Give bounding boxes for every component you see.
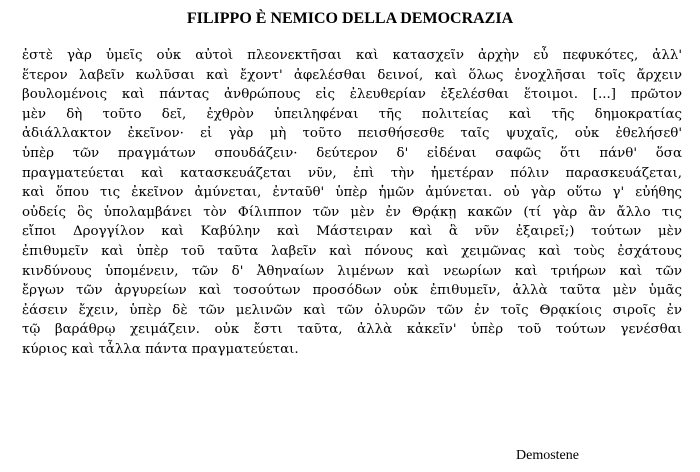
text-line-6: ὑπὲρ τῶν πραγμάτων σπουδάζειν· δεύτερον δ' εἰδέναι σαφῶς ὅτι πάνθ' ὅσα <box>22 145 682 161</box>
text-line-2: ἕτερον λαβεῖν κωλῦσαι καὶ ἔχοντ' ἀφελέσθαι δεινοί, καὶ ὅλως ἐνοχλῆσαι τοῖς ἄρχειν <box>22 67 682 83</box>
text-line-12: κινδύνους ὑπομένειν, τῶν δ' Ἀθηναίων λιμένων καὶ νεωρίων καὶ τριήρων καὶ τῶν <box>22 263 682 279</box>
text-line-8: καὶ ὅπου τις ἐκεῖνον ἀμύνεται, ἐνταῦθ' ὑπὲρ ἡμῶν ἀμύνεται. οὐ γὰρ οὕτω γ' εὐήθης <box>22 185 682 201</box>
text-line-15: τῷ βαράθρῳ χειμάζειν. οὐκ ἔστι ταῦτα, ἀλλὰ κἀκεῖν' ὑπὲρ τοῦ τούτων γενέσθαι <box>22 322 682 338</box>
text-line-10: εἴποι Δρογγίλον καὶ Καβύλην καὶ Μάστειραν καὶ ἃ νῦν ἐξαιρεῖ;) τούτων μὲν <box>22 224 682 240</box>
text-line-3: βουλομένοις καὶ πάντας ἀνθρώπους εἰς ἐλευθερίαν ἐξελέσθαι ἕτοιμοι. [...] πρῶτον <box>22 87 682 103</box>
text-line-1: ἐστὲ γὰρ ὑμεῖς οὐκ αὐτοὶ πλεονεκτῆσαι καὶ κατασχεῖν ἀρχὴν εὖ πεφυκότες, ἀλλ' <box>22 48 682 63</box>
text-line-9: οὐδείς ὃς ὑπολαμβάνει τὸν Φίλιππον τῶν μὲν ἐν Θρᾴκῃ κακῶν (τί γὰρ ἂν ἄλλο τις <box>22 204 682 220</box>
text-line-14: ἐάσειν ἔχειν, ὑπὲρ δὲ τῶν μελινῶν καὶ τῶν ὀλυρῶν τῶν ἐν τοῖς Θρᾳκίοις σιροῖς ἐν <box>22 302 682 318</box>
greek-text-body <box>22 46 682 360</box>
text-line-16: κύριος καὶ τἆλλα πάντα πραγματεύεται. <box>22 341 299 357</box>
text-line-7: πραγματεύεται καὶ κατασκευάζεται νῦν, ἐπὶ τὴν ἡμετέραν πόλιν παρασκευάζεται, <box>22 165 682 181</box>
text-line-13: ἔργων τῶν ἀργυρείων καὶ τοσούτων προσόδων οὐκ ἐπιθυμεῖν, ἀλλὰ ταῦτα μὲν ὑμᾶς <box>22 283 682 299</box>
document-title: FILIPPO È NEMICO DELLA DEMOCRAZIA <box>186 10 514 27</box>
author-signature: Demostene <box>516 448 579 463</box>
text-line-11: ἐπιθυμεῖν καὶ ὑπὲρ τοῦ ταῦτα λαβεῖν καὶ πόνους καὶ χειμῶνας καὶ τοὺς ἐσχάτους <box>22 243 682 259</box>
text-line-5: ἀδιάλλακτον ἐκεῖνον· εἰ γὰρ μὴ τοῦτο πεισθήσεσθε ταῖς ψυχαῖς, οὐκ ἐθελήσεθ' <box>22 126 682 142</box>
text-line-4: μὲν δὴ τοῦτο δεῖ, ἐχθρὸν ὑπειληφέναι τῆς πολιτείας καὶ τῆς δημοκρατίας <box>22 106 682 122</box>
